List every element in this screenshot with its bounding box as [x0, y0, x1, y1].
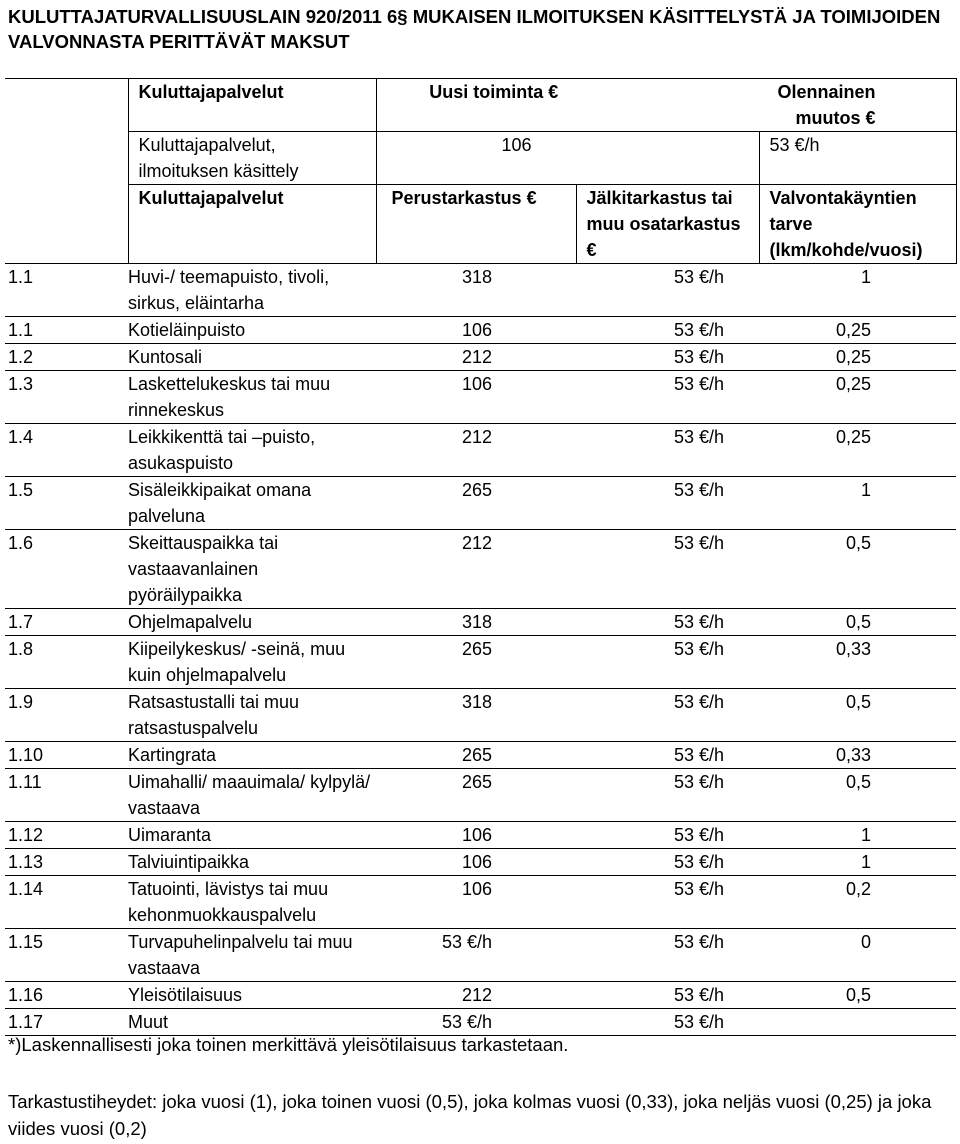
row-service-name: Kuntosali: [128, 344, 376, 371]
row-basic-fee: 106: [376, 371, 576, 424]
row-number: 1.4: [5, 424, 128, 477]
table-row: [5, 876, 956, 929]
row-number: 1.15: [5, 929, 128, 982]
processing-change-value: 53 €/h: [759, 132, 956, 185]
table-row: [5, 689, 956, 742]
row-need: 0,25: [759, 344, 956, 371]
row-basic-fee: 53 €/h: [376, 929, 576, 982]
frequency-note: Tarkastustiheydet: joka vuosi (1), joka toinen vuosi (0,5), joka kolmas vuosi (0,33), joka neljäs vuosi (0,25) ja joka viides vuosi (0,2): [8, 1091, 932, 1139]
row-service-name: Tatuointi, lävistys tai muu kehonmuokkauspalvelu: [128, 876, 376, 929]
header-row-1: [5, 79, 956, 132]
row-number: 1.8: [5, 636, 128, 689]
row-number: 1.17: [5, 1009, 128, 1036]
row-basic-fee: 318: [376, 609, 576, 636]
row-follow-fee: 53 €/h: [576, 929, 759, 982]
table-row: [5, 371, 956, 424]
table-row: [5, 477, 956, 530]
row-number: 1.2: [5, 344, 128, 371]
header-row-2: [5, 132, 956, 185]
row-follow-fee: 53 €/h: [576, 317, 759, 344]
row-need: 1: [759, 822, 956, 849]
page-title: KULUTTAJATURVALLISUUSLAIN 920/2011 6§ MUKAISEN ILMOITUKSEN KÄSITTELYSTÄ JA TOIMIJOIDEN VALVONNASTA PERITTÄVÄT MAKSUT: [8, 6, 941, 52]
row-basic-fee: 318: [376, 264, 576, 317]
row-need: 1: [759, 477, 956, 530]
row-basic-fee: 212: [376, 344, 576, 371]
row-basic-fee: 106: [376, 849, 576, 876]
col-follow: Jälkitarkastus tai muu osatarkastus €: [576, 185, 759, 264]
table-row: [5, 822, 956, 849]
row-follow-fee: 53 €/h: [576, 822, 759, 849]
row-service-name: Yleisötilaisuus: [128, 982, 376, 1009]
table-row: [5, 530, 956, 609]
col-service: Kuluttajapalvelut: [128, 185, 376, 264]
row-number: 1.7: [5, 609, 128, 636]
row-follow-fee: 53 €/h: [576, 769, 759, 822]
row-need: 0,5: [759, 982, 956, 1009]
row-follow-fee: 53 €/h: [576, 849, 759, 876]
row-service-name: Sisäleikkipaikat omana palveluna: [128, 477, 376, 530]
row-service-name: Turvapuhelinpalvelu tai muu vastaava: [128, 929, 376, 982]
footnote: *)Laskennallisesti joka toinen merkittävä yleisötilaisuus tarkastetaan.: [8, 1034, 569, 1055]
table-row: [5, 344, 956, 371]
row-follow-fee: 53 €/h: [576, 371, 759, 424]
row-follow-fee: 53 €/h: [576, 609, 759, 636]
table-row: [5, 982, 956, 1009]
table-row: [5, 849, 956, 876]
row-service-name: Uimaranta: [128, 822, 376, 849]
row-number: 1.16: [5, 982, 128, 1009]
row-follow-fee: 53 €/h: [576, 689, 759, 742]
row-number: 1.13: [5, 849, 128, 876]
table-row: [5, 264, 956, 317]
row-number: 1.1: [5, 317, 128, 344]
row-need: 0,25: [759, 317, 956, 344]
row-basic-fee: 53 €/h: [376, 1009, 576, 1036]
processing-new-value: 106: [376, 132, 759, 185]
row-need: 0,25: [759, 371, 956, 424]
row-service-name: Huvi-/ teemapuisto, tivoli, sirkus, eläintarha: [128, 264, 376, 317]
row-service-name: Leikkikenttä tai –puisto, asukaspuisto: [128, 424, 376, 477]
row-follow-fee: 53 €/h: [576, 876, 759, 929]
row-basic-fee: 265: [376, 477, 576, 530]
row-follow-fee: 53 €/h: [576, 344, 759, 371]
row-follow-fee: 53 €/h: [576, 477, 759, 530]
row-service-name: Muut: [128, 1009, 376, 1036]
row-basic-fee: 212: [376, 424, 576, 477]
row-need: 1: [759, 264, 956, 317]
row-service-name: Laskettelukeskus tai muu rinnekeskus: [128, 371, 376, 424]
header-group-label: Kuluttajapalvelut: [128, 79, 376, 132]
row-need: 0,2: [759, 876, 956, 929]
row-need: 0,5: [759, 769, 956, 822]
row-service-name: Talviuintipaikka: [128, 849, 376, 876]
table-row: [5, 424, 956, 477]
header-new-activity: Uusi toiminta €: [376, 79, 576, 132]
row-need: 0,33: [759, 742, 956, 769]
table-row: [5, 742, 956, 769]
row-number: 1.5: [5, 477, 128, 530]
row-follow-fee: 53 €/h: [576, 530, 759, 609]
row-follow-fee: 53 €/h: [576, 636, 759, 689]
row-number: 1.1: [5, 264, 128, 317]
row-need: 0,5: [759, 689, 956, 742]
row-service-name: Kiipeilykeskus/ -seinä, muu kuin ohjelmapalvelu: [128, 636, 376, 689]
table-row: [5, 609, 956, 636]
row-basic-fee: 106: [376, 822, 576, 849]
table-row: [5, 769, 956, 822]
row-number: 1.14: [5, 876, 128, 929]
row-basic-fee: 212: [376, 982, 576, 1009]
fee-table: [5, 78, 957, 1036]
row-need: 1: [759, 849, 956, 876]
row-service-name: Uimahalli/ maauimala/ kylpylä/ vastaava: [128, 769, 376, 822]
table-row: [5, 317, 956, 344]
row-follow-fee: 53 €/h: [576, 1009, 759, 1036]
row-follow-fee: 53 €/h: [576, 742, 759, 769]
row-need: [759, 1009, 956, 1036]
row-service-name: Ohjelmapalvelu: [128, 609, 376, 636]
row-follow-fee: 53 €/h: [576, 264, 759, 317]
row-need: 0,5: [759, 609, 956, 636]
row-number: 1.9: [5, 689, 128, 742]
row-number: 1.11: [5, 769, 128, 822]
row-need: 0,5: [759, 530, 956, 609]
row-basic-fee: 318: [376, 689, 576, 742]
row-basic-fee: 212: [376, 530, 576, 609]
col-basic: Perustarkastus €: [376, 185, 576, 264]
row-number: 1.12: [5, 822, 128, 849]
row-service-name: Kartingrata: [128, 742, 376, 769]
row-need: 0,25: [759, 424, 956, 477]
row-number: 1.10: [5, 742, 128, 769]
table-row: [5, 636, 956, 689]
row-basic-fee: 265: [376, 769, 576, 822]
row-number: 1.3: [5, 371, 128, 424]
row-need: 0,33: [759, 636, 956, 689]
row-service-name: Kotieläinpuisto: [128, 317, 376, 344]
header-minor-change: Olennainen muutos €: [759, 79, 956, 132]
row-basic-fee: 106: [376, 317, 576, 344]
row-basic-fee: 265: [376, 636, 576, 689]
row-service-name: Ratsastustalli tai muu ratsastuspalvelu: [128, 689, 376, 742]
processing-label: Kuluttajapalvelut, ilmoituksen käsittely: [128, 132, 376, 185]
row-basic-fee: 265: [376, 742, 576, 769]
row-number: 1.6: [5, 530, 128, 609]
col-need: Valvontakäyntien tarve (lkm/kohde/vuosi): [759, 185, 956, 264]
row-follow-fee: 53 €/h: [576, 424, 759, 477]
table-row: [5, 929, 956, 982]
header-row-3: [5, 185, 956, 264]
row-basic-fee: 106: [376, 876, 576, 929]
row-service-name: Skeittauspaikka tai vastaavanlainen pyöräilypaikka: [128, 530, 376, 609]
row-need: 0: [759, 929, 956, 982]
row-follow-fee: 53 €/h: [576, 982, 759, 1009]
